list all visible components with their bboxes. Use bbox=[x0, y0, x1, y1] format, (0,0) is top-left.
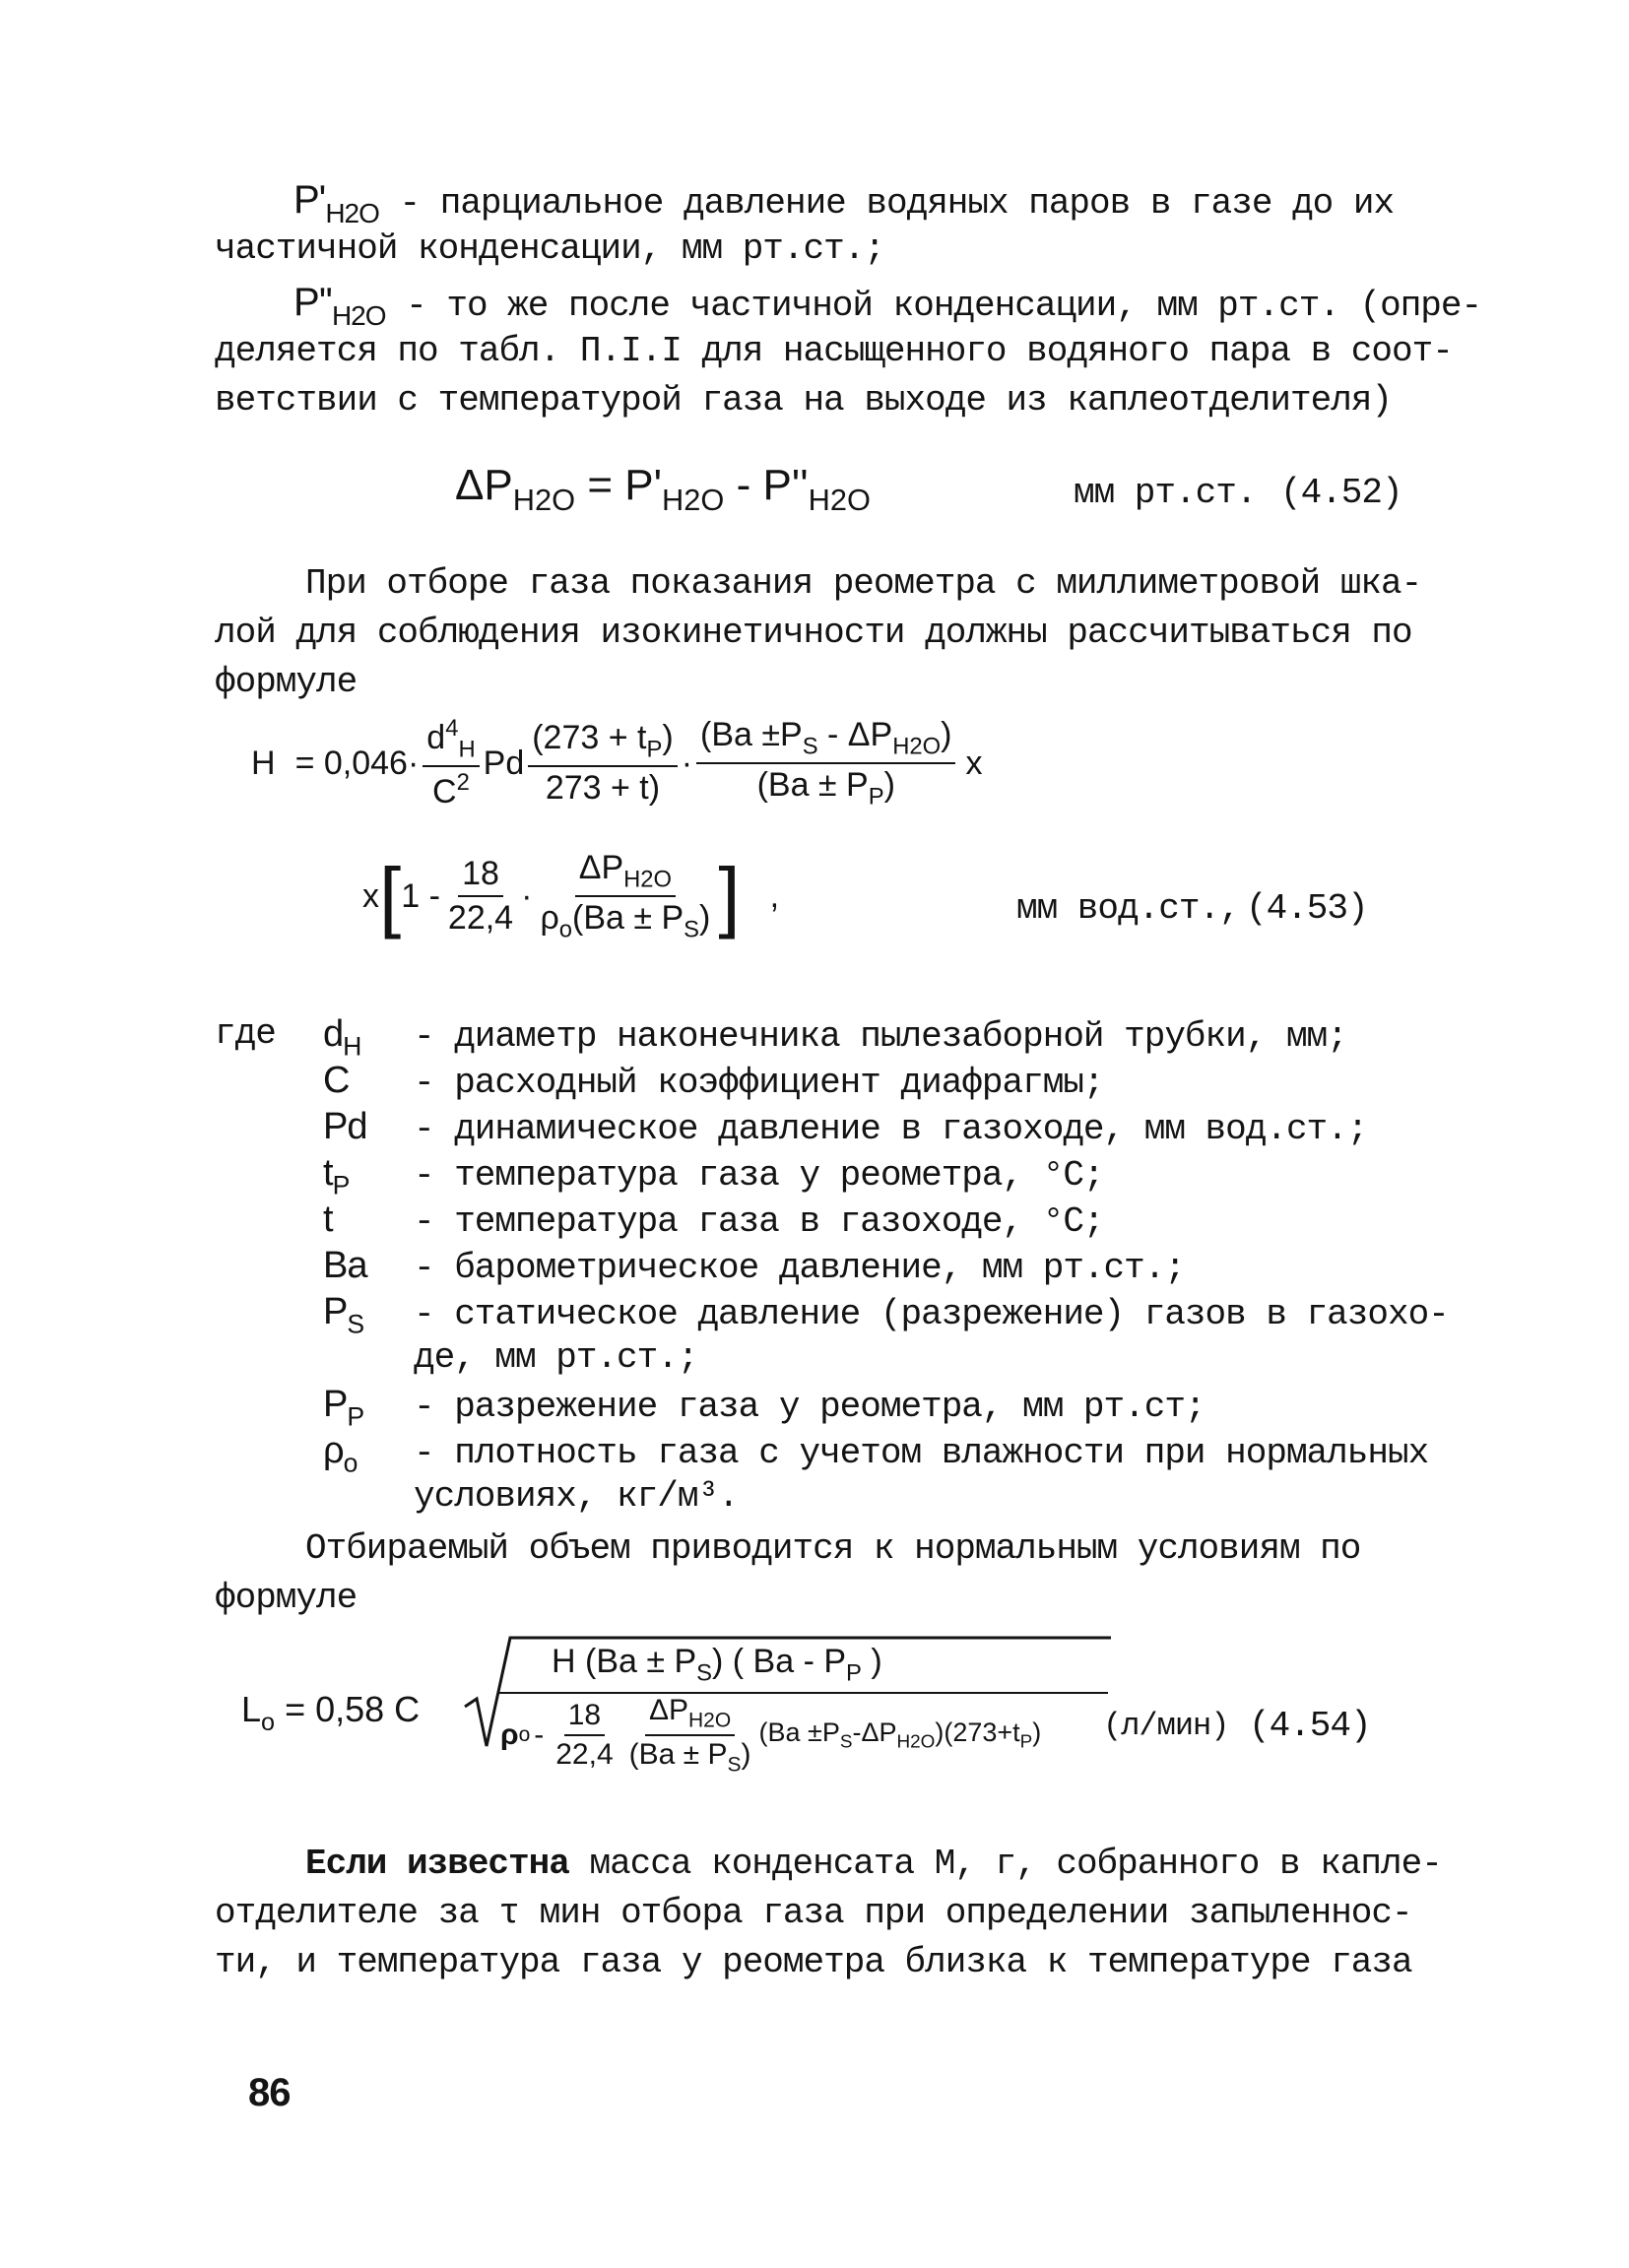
symbol: $P'_{H2O}$ bbox=[293, 178, 379, 228]
fraction-dp-over-rho: $\frac{\Delta P_{H2O}}{\rho_o(Ba \pm P_S)}$ bbox=[540, 848, 711, 943]
equation-4-53-line1: H = 0,046· $\frac{d^4_H}{C^2}$ Pd $\frac{(273 + t_P)}{273 + t)}$ · $\frac{(Ba \pm P_S - \Delta P_{H2O})}{(Ba \pm P_P)}$ x bbox=[251, 714, 983, 811]
def-continuation: частичной конденсации, мм рт.ст.; bbox=[215, 228, 884, 269]
definition-item: Ba - барометрическое давление, мм рт.ст.; bbox=[323, 1245, 1185, 1288]
fraction-pressure: $\frac{(Ba \pm P_S - \Delta P_{H2O})}{(Ba \pm P_P)}$ bbox=[696, 716, 955, 811]
equation-4-54-denominator: ρ o - $\frac{18}{22,4}$ $\frac{\Delta P_{H2O}}{(Ba \pm P_S)}$ $(Ba \pm P_S-\Delta P_{H2O})(273+t_P)$ bbox=[500, 1693, 1042, 1777]
paragraph-line: отделителе за τ мин отбора газа при определении запыленнос- bbox=[215, 1893, 1412, 1933]
equation-units: мм вод.ст., bbox=[1016, 888, 1240, 929]
paragraph-line: формуле bbox=[215, 1578, 358, 1618]
equation-4-52: $\Delta P_{H2O} = P'_{H2O} - P''_{H2O}$ bbox=[455, 461, 871, 517]
equation-4-54-numerator: H $(Ba \pm P_S)$ ( Ba - $P_P$ ) bbox=[552, 1643, 882, 1687]
paragraph-line: Если известна масса конденсата М, г, собранного в капле- bbox=[305, 1844, 1442, 1884]
definition-continuation: условиях, кг/м³. bbox=[414, 1476, 739, 1517]
definition-item: $t_P$ - температура газа у реометра, °C; bbox=[323, 1152, 1104, 1200]
definition-item: $P_S$ - статическое давление (разрежение) газов в газохо- bbox=[323, 1291, 1449, 1339]
definition-item: t - температура газа в газоходе, °C; bbox=[323, 1199, 1104, 1242]
definition-item: $P_P$ - разрежение газа у реометра, мм рт.ст; bbox=[323, 1384, 1205, 1432]
fraction-bar bbox=[497, 1692, 1108, 1694]
fraction-18-over-22-4: $\frac{18}{22,4}$ bbox=[447, 855, 514, 937]
definition-item: C - расходный коэффициент диафрагмы; bbox=[323, 1060, 1104, 1103]
equation-4-53-line2: x [ 1 - $\frac{18}{22,4}$ · $\frac{\Delta P_{H2O}}{\rho_o(Ba \pm P_S)}$ ] , bbox=[362, 848, 780, 943]
paragraph-line: лой для соблюдения изокинетичности должны рассчитываться по bbox=[215, 613, 1412, 653]
fraction-d-over-c: $\frac{d^4_H}{C^2}$ bbox=[423, 715, 479, 811]
paragraph-line: При отборе газа показания реометра с миллиметровой шка- bbox=[305, 563, 1422, 604]
def-continuation: деляется по табл. П.І.І для насыщенного водяного пара в соот- bbox=[215, 331, 1453, 371]
where-label: где bbox=[215, 1013, 276, 1054]
equation-units: мм рт.ст. bbox=[1074, 473, 1257, 513]
definition-item: Pd - динамическое давление в газоходе, мм вод.ст.; bbox=[323, 1106, 1368, 1149]
paragraph-line: Отбираемый объем приводится к нормальным условиям по bbox=[305, 1528, 1361, 1569]
paragraph-line: ти, и температура газа у реометра близка к температуре газа bbox=[215, 1942, 1412, 1982]
equation-number: (4.53) bbox=[1246, 888, 1368, 929]
equation-4-54-lhs: $L_o = 0,58$ C bbox=[241, 1689, 421, 1736]
fraction-temperature: $\frac{(273 + t_P)}{273 + t)}$ bbox=[528, 719, 677, 808]
page-number: 86 bbox=[248, 2071, 291, 2114]
definition-text: - то же после частичной конденсации, мм рт.ст. (опре- bbox=[385, 286, 1482, 326]
definition-continuation: де, мм рт.ст.; bbox=[414, 1337, 698, 1378]
equation-number: (4.52) bbox=[1280, 473, 1402, 513]
definition-item: $\rho_o$ - плотность газа с учетом влажности при нормальных bbox=[323, 1430, 1429, 1478]
equation-units: (л/мин) bbox=[1103, 1708, 1229, 1744]
definition-text: - парциальное давление водяных паров в газе до их bbox=[378, 183, 1395, 224]
def-continuation: ветствии с температурой газа на выходе из каплеотделителя) bbox=[215, 380, 1393, 421]
equation-number: (4.54) bbox=[1249, 1706, 1371, 1746]
definition-item: $d_H$ - диаметр наконечника пылезаборной трубки, мм; bbox=[323, 1013, 1347, 1062]
paragraph-line: формуле bbox=[215, 662, 358, 702]
symbol: $P''_{H2O}$ bbox=[293, 281, 386, 331]
